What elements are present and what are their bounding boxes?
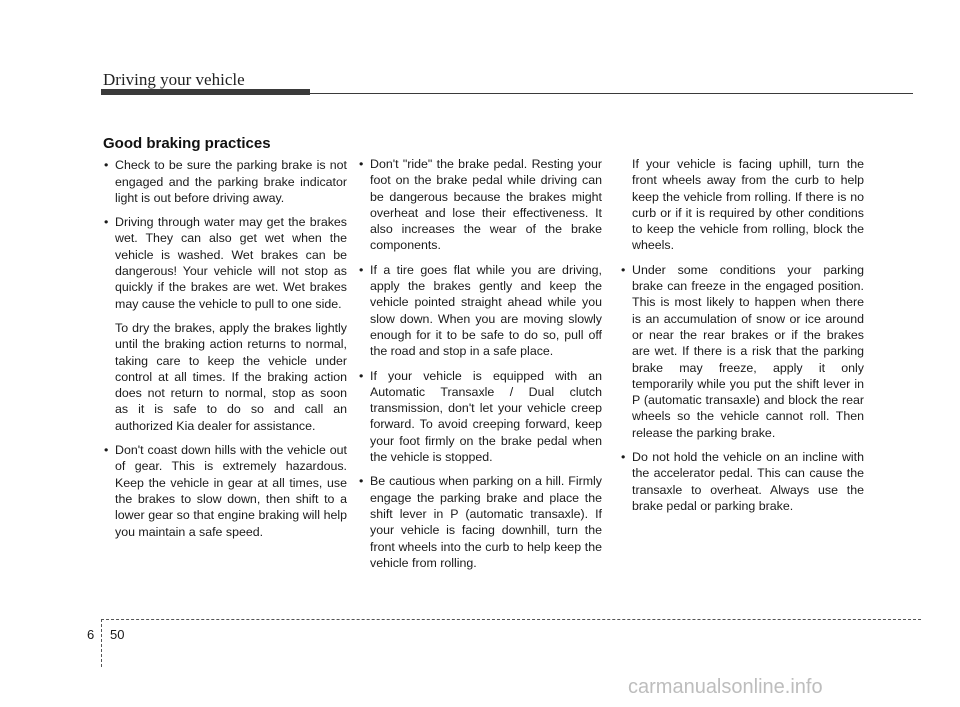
bullet-icon: • <box>104 215 109 230</box>
bullet-icon: • <box>359 157 364 171</box>
bullet-icon: • <box>104 158 109 173</box>
bullet-list-3 <box>620 262 864 514</box>
header-rule <box>310 93 913 94</box>
bullet-icon: • <box>621 262 626 277</box>
page-header-title: Driving your vehicle <box>103 70 245 89</box>
bullet-list-1 <box>103 157 347 312</box>
column-2 <box>358 156 602 579</box>
list-item: • If your vehicle is equipped with an Automatic Transaxle / Dual clutch transmission, don't let your vehicle creep forward. To avoid creeping forward, keep your foot firmly on the brake pedal when the vehicle is stopped. <box>359 368 602 465</box>
bullet-icon: • <box>621 450 626 465</box>
list-item: • Don't coast down hills with the vehicle out of gear. This is extremely hazardous. Keep the vehicle in gear at all times, use the brakes to slow down, then shift to a lower gear so that engine braking will help you maintain a safe speed. <box>104 443 347 539</box>
column-1 <box>103 136 347 548</box>
bullet-icon: • <box>359 262 364 277</box>
section-heading: Good braking practices <box>103 135 271 152</box>
footer-divider <box>101 619 102 667</box>
bullet-icon: • <box>104 443 109 458</box>
paragraph: To dry the brakes, apply the brakes lightly until the braking action returns to normal, taking care to keep the vehicle under control at all times. If the braking action does not return to normal, stop as soon as it is safe to do so and call an authorized Kia dealer for assistance. <box>115 320 347 433</box>
list-item: • Under some conditions your parking brake can freeze in the engaged position. This is most likely to happen when there is an accumulation of snow or ice around or near the rear brakes or if the brakes are wet. If there is a risk that the parking brake may freeze, apply it only temporarily while you put the shift lever in P (automatic transaxle) and block the rear wheels so the vehicle cannot roll. Then release the parking brake. <box>621 262 864 440</box>
chapter-number: 6 <box>87 627 95 642</box>
list-item: • Driving through water may get the brakes wet. They can also get wet when the vehicle is washed. Wet brakes can be dangerous! Your vehicle will not stop as quickly if the brakes are wet. Wet brakes may cause the vehicle to pull to one side. <box>104 215 347 311</box>
list-item: • Be cautious when parking on a hill. Firmly engage the parking brake and place the shift lever in P (automatic transaxle). If your vehicle is facing downhill, turn the front wheels into the curb to help keep the vehicle from rolling. <box>359 474 602 570</box>
bullet-icon: • <box>359 474 364 489</box>
header-bar-thick <box>101 89 310 95</box>
paragraph: If your vehicle is facing uphill, turn the front wheels away from the curb to help keep the vehicle from rolling. If there is no curb or if it is required by other conditions to keep the vehicle from rolling, block the wheels. <box>632 157 864 253</box>
bullet-list-2 <box>358 156 602 571</box>
bullet-icon: • <box>359 368 364 383</box>
list-item: • Do not hold the vehicle on an incline with the accelerator pedal. This can cause the transaxle to overheat. Always use the brake pedal or parking brake. <box>621 450 864 513</box>
footer-rule <box>101 619 921 620</box>
list-item: • Don't "ride" the brake pedal. Resting your foot on the brake pedal while driving can be dangerous because the brakes might overheat and lose their effectiveness. It also increases the wear of the brake components. <box>359 157 602 253</box>
column-3 <box>620 156 864 522</box>
page-number: 50 <box>110 627 125 642</box>
list-item: • Check to be sure the parking brake is not engaged and the parking brake indicator light is out before driving away. <box>104 158 347 205</box>
bullet-list-1b <box>103 442 347 540</box>
list-item: • If a tire goes flat while you are driving, apply the brakes gently and keep the vehicle pointed straight ahead while you slow down. When you are moving slowly enough for it to be safe to do so, pull off the road and stop in a safe place. <box>359 262 602 359</box>
watermark: carmanualsonline.info <box>628 676 823 698</box>
